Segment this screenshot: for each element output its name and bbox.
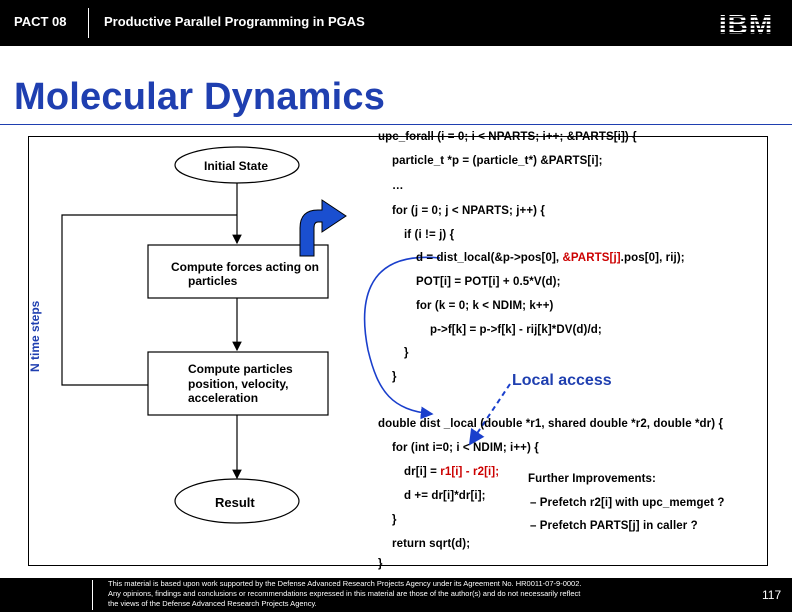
- code-line-8: for (k = 0; k < NDIM; k++): [416, 300, 554, 312]
- code-line-5: if (i != j) {: [404, 229, 455, 241]
- n-time-steps-label: N time steps: [28, 300, 42, 372]
- page-number: 117: [762, 588, 782, 602]
- code-line-11: }: [392, 371, 397, 383]
- conference-label: PACT 08: [14, 14, 67, 29]
- code-line-7: POT[i] = POT[i] + 0.5*V(d);: [416, 276, 561, 288]
- compute-forces-label-2: particles: [188, 274, 238, 288]
- footer-divider: [92, 580, 93, 610]
- footer-disclaimer: [108, 579, 628, 609]
- code-line-2: particle_t *p = (particle_t*) &PARTS[i];: [392, 155, 603, 167]
- code-line-6a: d = dist_local(&p->pos[0],: [416, 252, 563, 264]
- code-line-6c: .pos[0], rij);: [620, 252, 685, 264]
- improvements-title: Further Improvements:: [528, 473, 656, 485]
- code-line-6: [416, 252, 685, 264]
- code-line-9: p->f[k] = p->f[k] - rij[k]*DV(d)/d;: [430, 324, 602, 336]
- initial-state-label: Initial State: [204, 159, 269, 173]
- code-line-14a: dr[i] =: [404, 466, 441, 478]
- result-label: Result: [215, 495, 255, 510]
- improvement-item-2: – Prefetch PARTS[j] in caller ?: [530, 520, 698, 532]
- compute-particles-label-1: Compute particles: [188, 362, 293, 376]
- code-line-14: [404, 466, 499, 478]
- local-access-arrow: [470, 384, 510, 444]
- improvement-item-1: – Prefetch r2[i] with upc_memget ?: [530, 497, 725, 509]
- compute-forces-label-1: Compute forces acting on: [171, 260, 320, 274]
- compute-particles-label-2: position, velocity,: [188, 377, 289, 391]
- compute-particles-label-3: acceleration: [188, 391, 259, 405]
- footer-line-2: Any opinions, findings and conclusions or recommendations expressed in this material are those of the author(s) and do not necessarily reflect: [108, 589, 581, 598]
- footer-line-3: the views of the Defense Advanced Research Projects Agency.: [108, 599, 317, 608]
- code-line-18: }: [378, 558, 383, 570]
- code-line-6b: &PARTS[j]: [562, 252, 621, 264]
- local-access-label: Local access: [512, 372, 612, 389]
- code-line-17: return sqrt(d);: [392, 538, 471, 550]
- footer-line-1: This material is based upon work supported by the Defense Advanced Research Projects Agency under its Agreement No. HR0011-07-9-0002.: [108, 579, 582, 588]
- code-line-12: double dist _local (double *r1, shared double *r2, double *dr) {: [378, 418, 724, 430]
- course-title: Productive Parallel Programming in PGAS: [104, 14, 365, 29]
- code-line-14b: r1[i] - r2[i];: [440, 466, 500, 478]
- slide-title: Molecular Dynamics: [14, 76, 386, 118]
- code-line-15: d += dr[i]*dr[i];: [404, 490, 486, 502]
- code-line-4: for (j = 0; j < NPARTS; j++) {: [392, 205, 545, 217]
- code-line-16: }: [392, 514, 397, 526]
- code-line-10: }: [404, 347, 409, 359]
- code-line-1: upc_forall (i = 0; i < NPARTS; i++; &PARTS[i]) {: [378, 131, 637, 143]
- code-line-3: …: [392, 180, 404, 192]
- code-line-13: for (int i=0; i < NDIM; i++) {: [392, 442, 539, 454]
